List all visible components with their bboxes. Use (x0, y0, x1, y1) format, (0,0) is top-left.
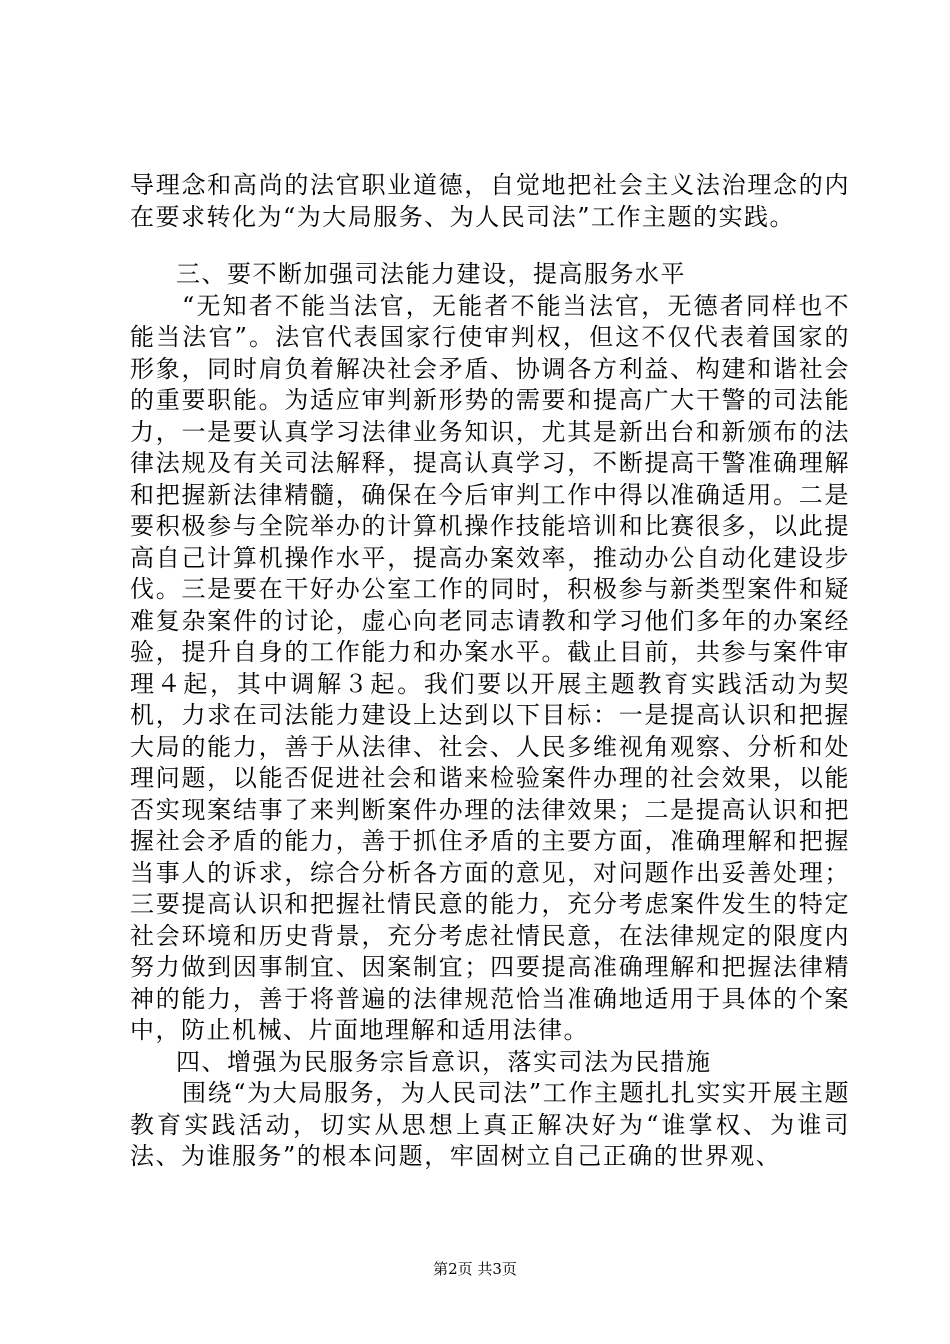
paragraph-judicial-capacity: “无知者不能当法官，无能者不能当法官，无德者同样也不能当法官”。法官代表国家行使审判权，但这不仅代表着国家的形象，同时肩负着解决社会矛盾、协调各方利益、构建和谐社会的重要职能。为适应审判新形势的需要和提高广大干警的司法能力，一是要认真学习法律业务知识，尤其是新出台和新颁布的法律法规及有关司法解释，提高认真学习，不断提高干警准确理解和把握新法律精髓，确保在今后审判工作中得以准确适用。二是要积极参与全院举办的计算机操作技能培训和比赛很多，以此提高自己计算机操作水平，提高办案效率，推动办公自动化建设步伐。三是要在干好办公室工作的同时，积极参与新类型案件和疑难复杂案件的讨论，虚心向老同志请教和学习他们多年的办案经验，提升自身的工作能力和办案水平。截止目前，共参与案件审理４起，其中调解３起。我们要以开展主题教育实践活动为契机，力求在司法能力建设上达到以下目标：一是提高认识和把握大局的能力，善于从法律、社会、人民多维视角观察、分析和处理问题，以能否促进社会和谐来检验案件办理的社会效果，以能否实现案结事了来判断案件办理的法律效果；二是提高认识和把握社会矛盾的能力，善于抓住矛盾的主要方面，准确理解和把握当事人的诉求，综合分析各方面的意见，对问题作出妥善处理；三要提高认识和把握社情民意的能力，充分考虑案件发生的特定社会环境和历史背景，充分考虑社情民意，在法律规定的限度内努力做到因事制宜、因案制宜；四要提高准确理解和把握法律精神的能力，善于将普遍的法律规范恰当准确地适用于具体的个案中，防止机械、片面地理解和适用法律。 (130, 291, 850, 1044)
document-body (130, 170, 850, 1173)
section-heading-four: 四、增强为民服务宗旨意识，落实司法为民措施 (176, 1047, 712, 1076)
paragraph-serve-people: 围绕“为大局服务，为人民司法”工作主题扎扎实实开展主题教育实践活动，切实从思想上真正解决好为“谁掌权、为谁司法、为谁服务”的根本问题，牢固树立自己正确的世界观、 (130, 1079, 850, 1170)
paragraph-continuation: 导理念和高尚的法官职业道德，自觉地把社会主义法治理念的内在要求转化为“为大局服务、为人民司法”工作主题的实践。 (130, 171, 850, 231)
section-heading-three: 三、要不断加强司法能力建设，提高服务水平 (176, 260, 686, 288)
page-number-footer: 第2页 共3页 (433, 1260, 517, 1278)
paragraph-gap (130, 233, 850, 259)
